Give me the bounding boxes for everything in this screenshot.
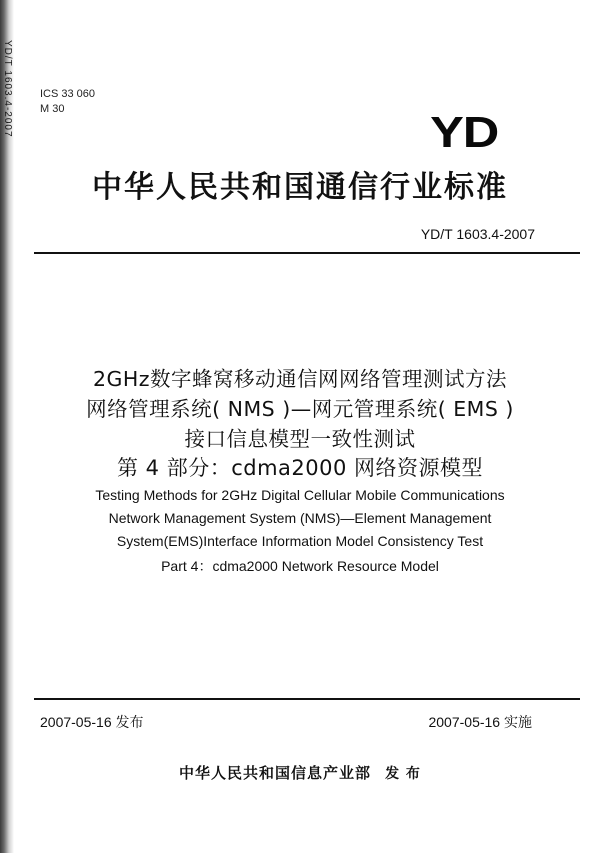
- title-cn-line-1: 2GHz数字蜂窝移动通信网网络管理测试方法: [92, 367, 508, 391]
- title-en-line-3: System(EMS)Interface Information Model Consistency Test: [116, 533, 484, 549]
- org-title: 中华人民共和国通信行业标准: [92, 170, 508, 205]
- title-cn-line-3: 接口信息模型一致性测试: [184, 427, 416, 451]
- issuer: [0, 762, 600, 783]
- top-divider: [34, 252, 580, 254]
- classification-code: M 30: [40, 103, 65, 115]
- issue-date: 2007-05-16 发布: [40, 714, 144, 730]
- title-en-line-4: Part 4：cdma2000 Network Resource Model: [161, 558, 439, 574]
- issuer-name: 中华人民共和国信息产业部: [179, 764, 372, 782]
- title-cn-line-2: 网络管理系统( NMS )—网元管理系统( EMS ): [86, 397, 514, 421]
- yd-logo: YD: [430, 108, 498, 157]
- title-cn-line-4: 第 4 部分：cdma2000 网络资源模型: [116, 456, 484, 480]
- issuer-suffix: 发 布: [385, 766, 421, 782]
- bottom-divider: [34, 698, 580, 700]
- edge-standard-number: YD/T 1603.4-2007: [2, 40, 13, 138]
- title-en-line-1: Testing Methods for 2GHz Digital Cellular Mobile Communications: [95, 487, 505, 503]
- implementation-date: 2007-05-16 实施: [428, 714, 532, 730]
- ics-code: ICS 33 060: [40, 88, 96, 100]
- standard-number: YD/T 1603.4-2007: [420, 226, 535, 242]
- title-en-line-2: Network Management System (NMS)—Element Management: [108, 510, 492, 526]
